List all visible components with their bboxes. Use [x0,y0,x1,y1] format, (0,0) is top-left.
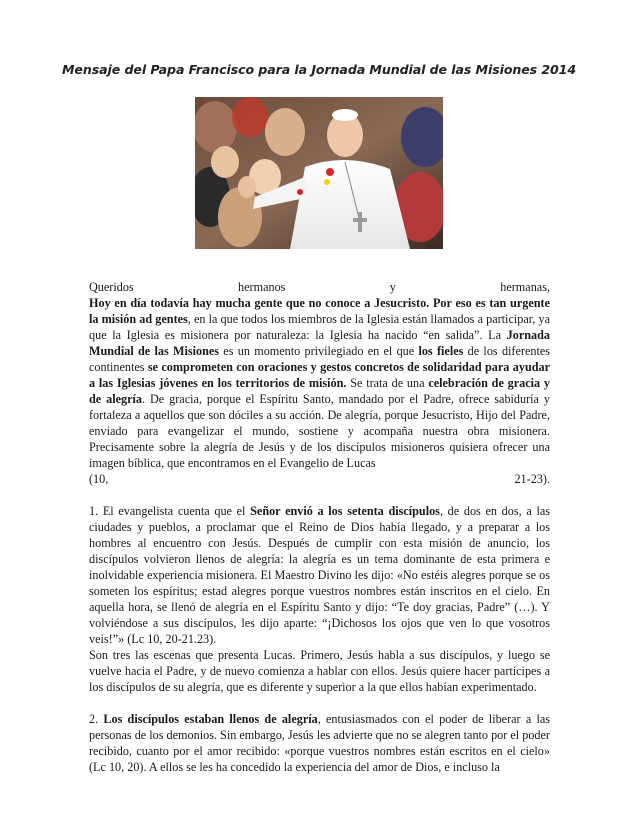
paragraph-2 [89,711,550,775]
reference-line [89,471,550,487]
bold-text: se comprometen con oraciones y gestos concretos de solidaridad para ayudar a las Iglesias jóvenes en los territorios de misión. [89,360,550,390]
body-text: . De gracia, porque el Espíritu Santo, mandado por el Padre, ofrece sabiduría y fortaleza a aquellos que son dóciles a su acción. De alegría, porque Jesucristo, Hijo del Padre, enviado para evangelizar el mundo, sostiene y acompaña nuestra obra misionera. Precisamente sobre la alegría de Jesús y de los discípulos misioneros quisiera ofrecer una imagen bíblica, que encontramos en el Evangelio de Lucas [89,392,550,470]
paragraph-1-continued: Son tres las escenas que presenta Lucas. Primero, Jesús habla a sus discípulos, y luego se vuelve hacia el Padre, y de nuevo comienza a hablar con ellos. Jesús quiere hacer partícipes a los discípulos de su alegría, que es diferente y superior a la que ellos habían experimentado. [89,648,550,694]
paragraph-1 [89,503,550,647]
paragraph-intro [89,295,550,471]
pope-photo-illustration [195,97,443,249]
bold-text: celebración de gracia y de alegría [89,376,550,406]
body-text: de los diferentes continentes [89,344,550,374]
pope-photo [195,97,443,249]
bold-text: Hoy en día todavía hay mucha gente que no conoce a Jesucristo. Por eso es tan urgente la misión ad gentes [89,296,550,326]
bold-text: Jornada Mundial de las Misiones [89,328,550,358]
greeting-word: y [389,280,396,294]
greeting-word: hermanos [238,280,286,294]
document-body [89,279,550,775]
body-text: , de dos en dos, a las ciudades y pueblos, a proclamar que el Reino de Dios había llegado, y a preparar a los hombres al encuentro con Jesús. Después de cumplir con esta misión de anuncio, los discípulos volvieron llenos de alegría: la alegría es un tema dominante de esta primera e inolvidable experiencia misionera. El Maestro Divino les dijo: «No estéis alegres porque se os someten los espíritus; estad alegres porque vuestros nombres están inscritos en el cielo. En aquella hora, se llenó de alegría en el Espíritu Santo y dijo: “Te doy gracias, Padre” (…). Y volviéndose a sus discípulos, les dijo aparte: “¡Dichosos los ojos que ven lo que vosotros veis!”» (Lc 10, 20-21.23). [89,504,550,646]
body-text: es un momento privilegiado en el que [219,344,419,358]
reference-part: (10, [89,472,109,486]
greeting-word: Queridos [89,280,134,294]
reference-part: 21-23). [514,472,550,486]
page-title: Mensaje del Papa Francisco para la Jornada Mundial de las Misiones 2014 [61,62,577,77]
bold-text: Los discípulos estaban llenos de alegría [103,712,318,726]
body-text: 1. El evangelista cuenta que el [89,504,251,518]
paragraph-gap [89,695,550,711]
bold-text: Señor envió a los setenta discípulos [250,504,440,518]
body-text: , en la que todos los miembros de la Iglesia están llamados a participar, ya que la Iglesia es misionera por naturaleza: la Iglesia ha nacido “en salida”. La [89,312,550,342]
bold-text: los fieles [418,344,464,358]
body-text: , entusiasmados con el poder de liberar a las personas de los demonios. Sin embargo, Jesús les advierte que no se alegren tanto por el poder recibido, cuanto por el amor recibido: «porque vuestros nombres están escritos en el cielo» (Lc 10, 20). A ellos se les ha concedido la experiencia del amor de Dios, e incluso la [89,712,550,774]
body-text: Se trata de una [346,376,429,390]
greeting-line [89,279,550,295]
paragraph-gap [89,487,550,503]
body-text: 2. [89,712,104,726]
greeting-word: hermanas, [500,280,550,294]
